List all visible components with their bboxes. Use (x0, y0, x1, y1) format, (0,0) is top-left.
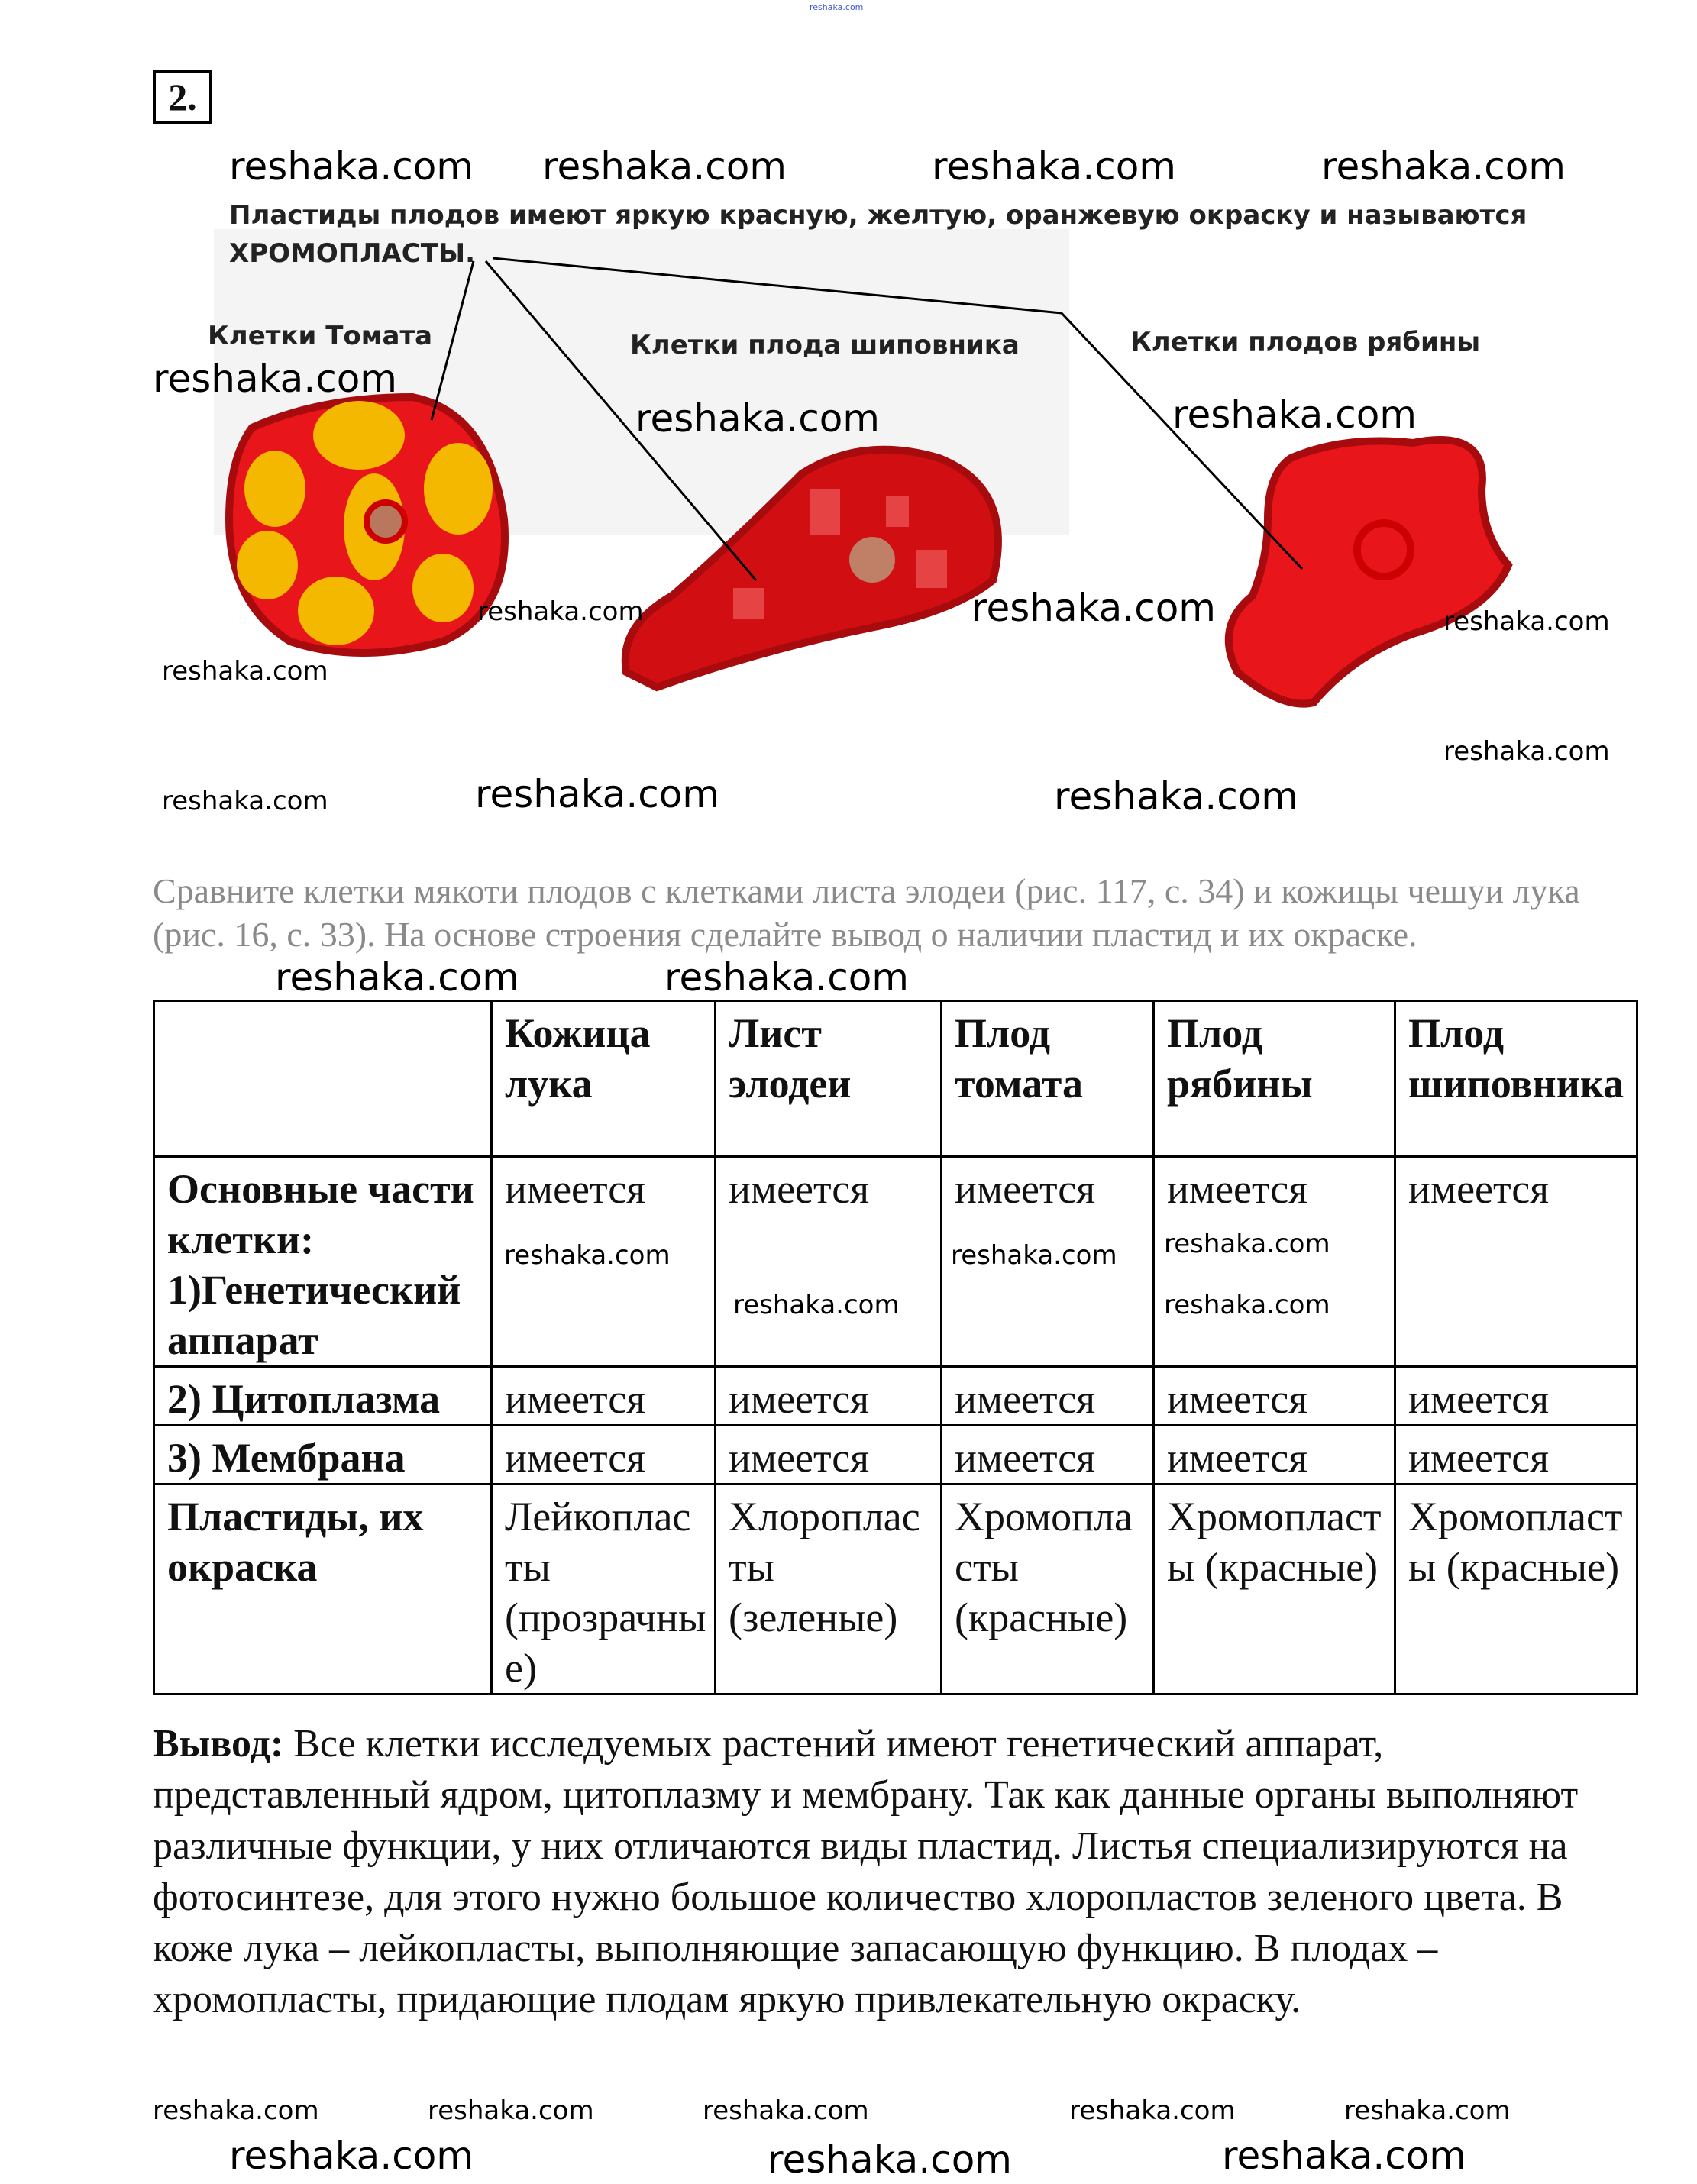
watermark: reshaka.com (768, 2137, 1012, 2182)
watermark: reshaka.com (162, 656, 328, 687)
label-tomato: Клетки Томата (208, 321, 433, 351)
label-rosehip: Клетки плода шиповника (630, 330, 1020, 360)
watermark: reshaka.com (475, 772, 719, 816)
table-cell: Хлоропласты (зеленые) (716, 1485, 942, 1695)
table-cell: имеется (942, 1426, 1154, 1485)
watermark: reshaka.com (229, 2134, 474, 2178)
table-cell: имеется (1395, 1426, 1637, 1485)
watermark: reshaka.com (1443, 606, 1610, 637)
rosehip-cell (625, 450, 998, 687)
watermark: reshaka.com (951, 1240, 1117, 1271)
header-cell (154, 1001, 492, 1157)
table-header-row (154, 1001, 1637, 1157)
header-cell: Плод рябины (1154, 1001, 1395, 1157)
watermark: reshaka.com (635, 396, 880, 441)
comparison-table (153, 1000, 1638, 1695)
watermark: reshaka.com (664, 955, 909, 1000)
header-watermark: reshaka.com (810, 2, 864, 12)
header-cell: Плод шиповника (1395, 1001, 1637, 1157)
table-cell: имеется (1154, 1426, 1395, 1485)
watermark: reshaka.com (1164, 1290, 1330, 1320)
watermark: reshaka.com (153, 357, 397, 401)
watermark: reshaka.com (1164, 1229, 1330, 1259)
table-row (154, 1426, 1637, 1485)
rowan-cell (1229, 440, 1508, 704)
watermark: reshaka.com (153, 2095, 319, 2126)
watermark: reshaka.com (703, 2095, 869, 2126)
conclusion-text: Все клетки исследуемых растений имеют генетический аппарат, представленный ядром, цитоплазму и мембрану. Так как данные органы выполняют различные функции, у них отличаются виды пластид. Листья специализируются на фотосинтезе, для этого нужно большое количество хлоропластов зеленого цвета. В коже лука – лейкопласты, выполняющие запасающую функцию. В плодах – хромопласты, придающие плодам яркую привлекательную окраску. (153, 1722, 1579, 2021)
watermark: reshaka.com (1443, 736, 1610, 767)
watermark: reshaka.com (477, 596, 644, 627)
watermark: reshaka.com (1172, 393, 1417, 437)
watermark: reshaka.com (1344, 2095, 1511, 2126)
task-number: 2. (153, 70, 212, 124)
watermark: reshaka.com (275, 955, 519, 1000)
figure-caption-line2: ХРОМОПЛАСТЫ. (229, 238, 476, 269)
row-label: 2) Цитоплазма (154, 1367, 492, 1426)
watermark: reshaka.com (162, 786, 328, 816)
tomato-cell (229, 397, 505, 653)
watermark: reshaka.com (1054, 774, 1298, 819)
header-cell: Плод томата (942, 1001, 1154, 1157)
row-label: Основные части клетки: 1)Генетический аппарат (154, 1157, 492, 1367)
table-cell: имеется (492, 1367, 716, 1426)
watermark: reshaka.com (229, 144, 474, 189)
watermark: reshaka.com (542, 144, 787, 189)
table-cell: имеется (942, 1157, 1154, 1367)
watermark: reshaka.com (1069, 2095, 1236, 2126)
table-cell: Хромопласты (красные) (942, 1485, 1154, 1695)
watermark: reshaka.com (733, 1290, 900, 1320)
watermark: reshaka.com (1321, 144, 1566, 189)
table-cell: имеется (1395, 1157, 1637, 1367)
table-cell: имеется (942, 1367, 1154, 1426)
row-label: Пластиды, их окраска (154, 1485, 492, 1695)
table-cell: имеется (1154, 1157, 1395, 1367)
watermark: reshaka.com (428, 2095, 594, 2126)
watermark: reshaka.com (971, 586, 1216, 630)
table-cell: имеется (492, 1157, 716, 1367)
question-text: Сравните клетки мякоти плодов с клетками листа элодеи (рис. 117, с. 34) и кожицы чешуи лука (рис. 16, с. 33). На основе строения сделайте вывод о наличии пластид и их окраске. (153, 871, 1580, 954)
header-cell: Лист элодеи (716, 1001, 942, 1157)
table-row (154, 1367, 1637, 1426)
watermark: reshaka.com (1222, 2134, 1466, 2178)
table-cell: имеется (716, 1157, 942, 1367)
table-cell: имеется (1154, 1367, 1395, 1426)
table-row (154, 1157, 1637, 1367)
table-cell: Хромопласты (красные) (1154, 1485, 1395, 1695)
table-cell: имеется (716, 1426, 942, 1485)
table-cell: имеется (492, 1426, 716, 1485)
figure-caption-line1: Пластиды плодов имеют яркую красную, желтую, оранжевую окраску и называются (229, 200, 1527, 231)
header-cell: Кожица лука (492, 1001, 716, 1157)
row-label: 3) Мембрана (154, 1426, 492, 1485)
conclusion (153, 1718, 1650, 2025)
table-row (154, 1485, 1637, 1695)
table-cell: Лейкопласты (прозрачные) (492, 1485, 716, 1695)
conclusion-label: Вывод: (153, 1722, 284, 1766)
label-rowan: Клетки плодов рябины (1130, 327, 1481, 357)
watermark: reshaka.com (932, 144, 1176, 189)
table-cell: Хромопласты (красные) (1395, 1485, 1637, 1695)
watermark: reshaka.com (504, 1240, 671, 1271)
table-cell: имеется (1395, 1367, 1637, 1426)
table-cell: имеется (716, 1367, 942, 1426)
